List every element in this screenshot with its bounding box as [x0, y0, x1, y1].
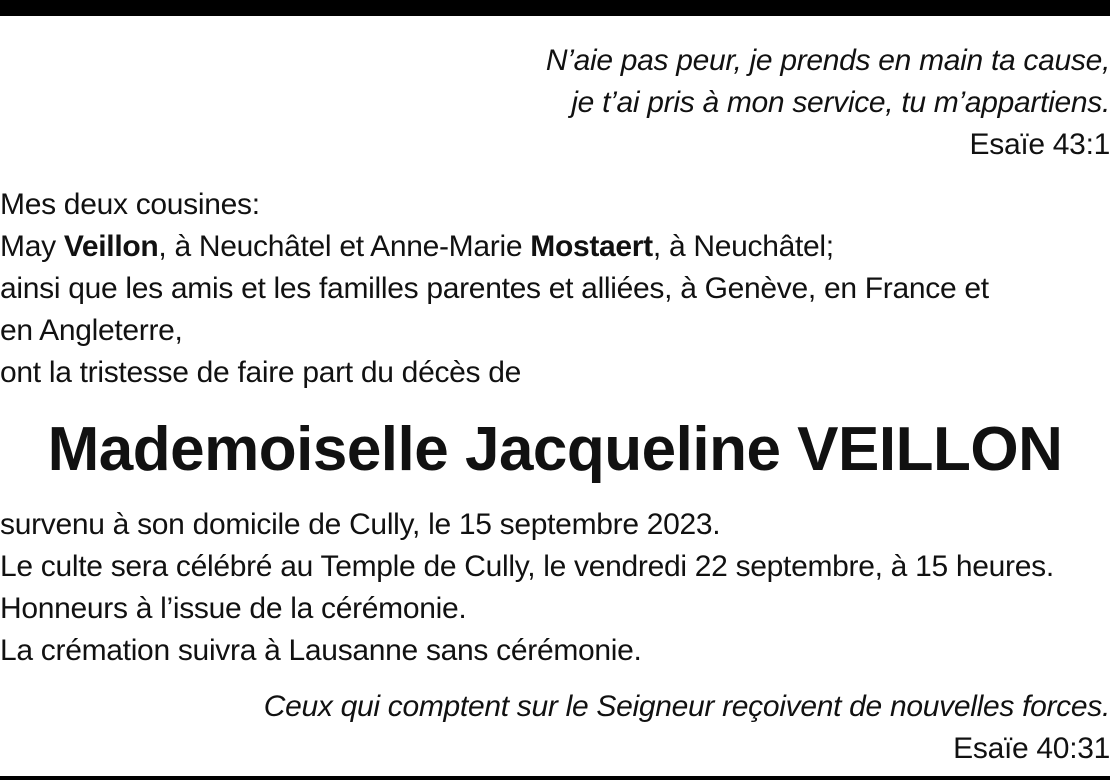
announcement-family-line: [0, 226, 1110, 268]
top-border-rule: [0, 0, 1110, 16]
closing-quote-line: Ceux qui comptent sur le Seigneur reçoivent de nouvelles forces.: [263, 690, 1110, 723]
ceremony-details: [0, 504, 1110, 672]
quote-line-1: N’aie pas peur, je prends en main ta cause,: [545, 44, 1110, 77]
family-name-veillon: Veillon: [63, 230, 159, 263]
announcement-closing-line: ont la tristesse de faire part du décès de: [0, 356, 522, 389]
closing-bible-quote: [0, 686, 1110, 770]
family-name-mostaert: Mostaert: [530, 230, 653, 263]
announcement-paragraph: [0, 184, 1110, 394]
announcement-intro: Mes deux cousines:: [0, 188, 260, 221]
closing-quote-reference: Esaïe 40:31: [953, 732, 1110, 765]
deceased-name: Mademoiselle Jacqueline VEILLON: [47, 415, 1063, 484]
announcement-friends-line-cont: en Angleterre,: [0, 314, 183, 347]
bottom-border-rule: [0, 776, 1110, 780]
details-line-2: Le culte sera célébré au Temple de Cully, le vendredi 22 septembre, à 15 heures.: [0, 550, 1054, 583]
details-line-1: survenu à son domicile de Cully, le 15 septembre 2023.: [0, 508, 721, 541]
family-suffix: , à Neuchâtel;: [652, 230, 834, 263]
obituary-notice: [0, 40, 1110, 770]
family-prefix: May: [0, 230, 64, 263]
quote-line-2: je t’ai pris à mon service, tu m’appartiens.: [571, 86, 1110, 119]
opening-bible-quote: [0, 40, 1110, 166]
quote-reference: Esaïe 43:1: [969, 128, 1110, 161]
announcement-friends-line: ainsi que les amis et les familles parentes et alliées, à Genève, en France et: [0, 272, 989, 305]
details-line-4: La crémation suivra à Lausanne sans cérémonie.: [0, 634, 642, 667]
details-line-3: Honneurs à l’issue de la cérémonie.: [0, 592, 467, 625]
family-middle: , à Neuchâtel et Anne-Marie: [158, 230, 531, 263]
